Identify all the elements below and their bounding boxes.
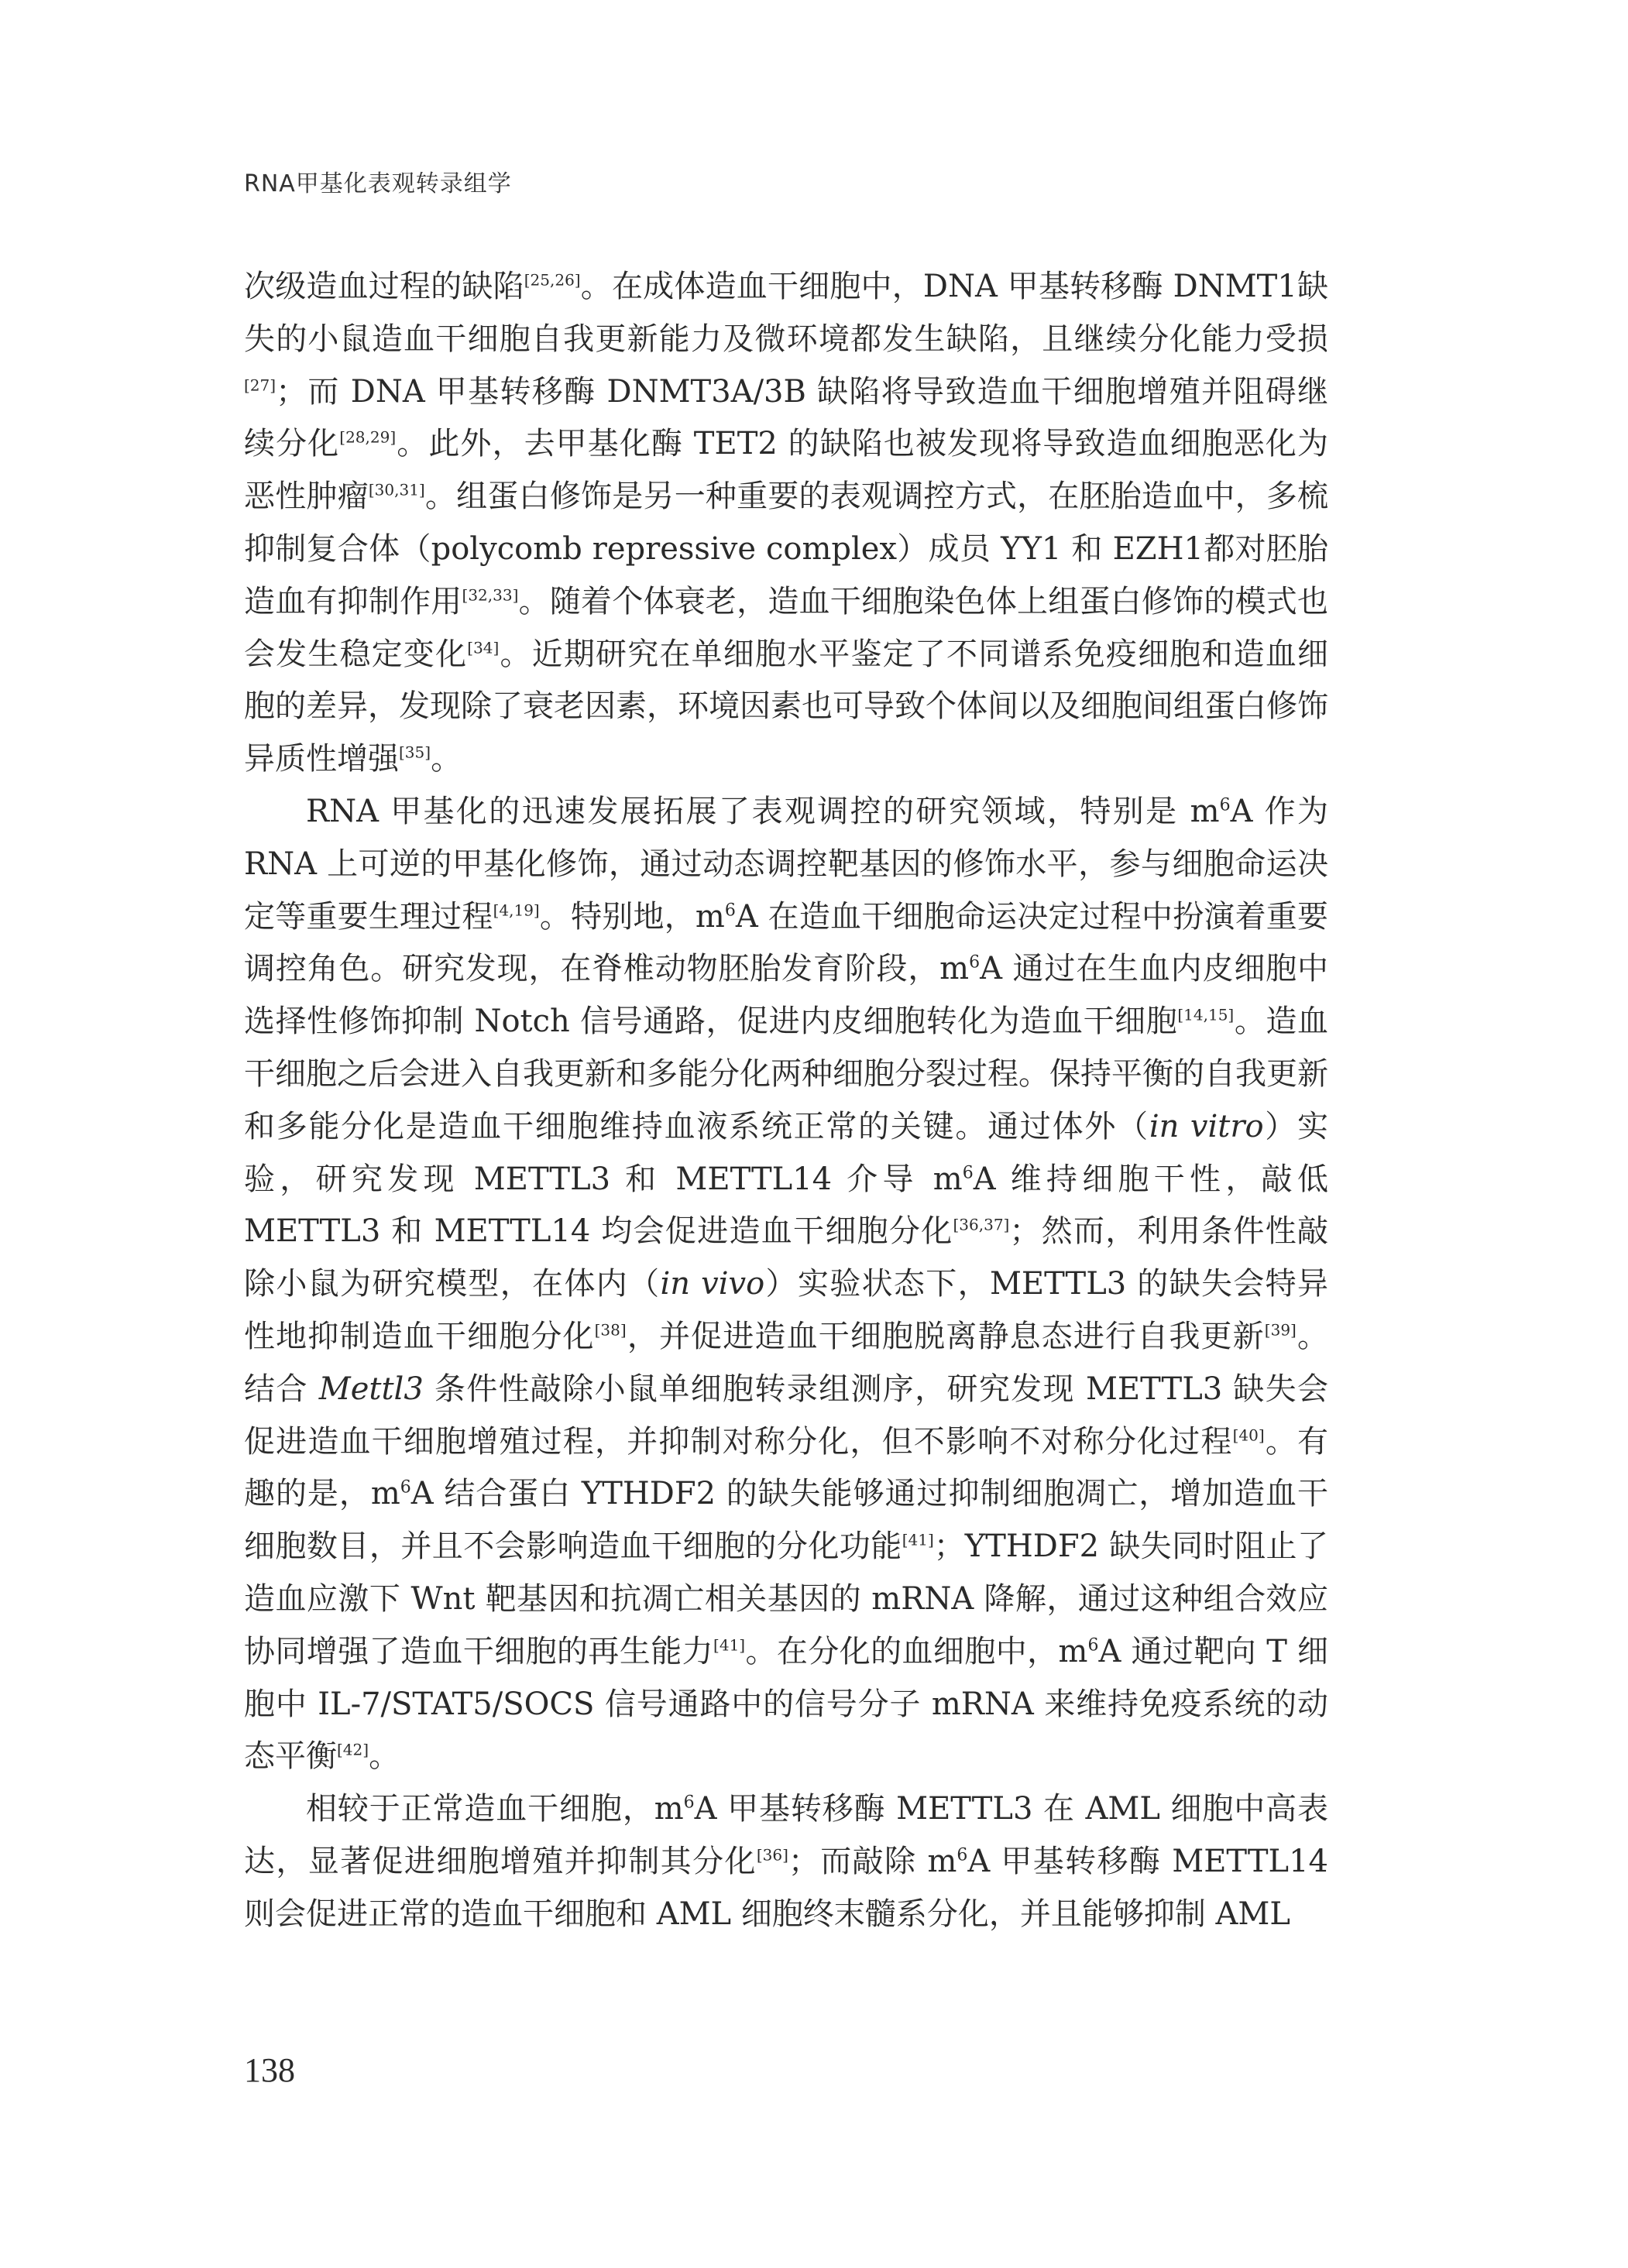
- text-run: 。近期研究在单细胞水平鉴定了不同谱系免疫细胞和造血细胞的差异，发现除了衰老因素，环境因素也可导致个体间以及细胞间组蛋白修饰异质性增强: [244, 636, 1329, 777]
- text-run: 相较于正常造血干细胞，m: [306, 1791, 684, 1827]
- citation-ref: [27]: [244, 376, 276, 395]
- citation-ref: [39]: [1264, 1320, 1297, 1340]
- running-header: RNA甲基化表观转录组学: [244, 170, 512, 197]
- superscript: 6: [683, 1793, 695, 1813]
- text-run: 。特别地，m: [539, 898, 725, 935]
- superscript: 6: [957, 1845, 968, 1865]
- italic-term: in vivo: [660, 1266, 765, 1302]
- superscript: 6: [1219, 795, 1231, 815]
- citation-ref: [35]: [399, 743, 431, 762]
- text-run: A 维持细胞干性，敲低 METTL3 和 METTL14 均会促进造血干细胞分化: [244, 1161, 1328, 1250]
- italic-term: Mettl3: [318, 1371, 424, 1407]
- text-run: 。: [431, 741, 462, 777]
- superscript: 6: [969, 953, 981, 973]
- citation-ref: [36,37]: [953, 1216, 1010, 1235]
- text-run: A 通过靶向 T 细胞中 IL-7/STAT5/SOCS 信号通路中的信号分子 mRNA 来维持免疫系统的动态平衡: [244, 1633, 1328, 1775]
- text-run: A 在造血干细胞命运决定过程中扮演着重要调控角色。研究发现，在脊椎动物胚胎发育阶段，m: [244, 898, 1328, 987]
- text-run: A 通过在生血内皮细胞中选择性修饰抑制 Notch 信号通路，促进内皮细胞转化为造血干细胞: [244, 951, 1328, 1040]
- paragraph: [244, 261, 1328, 786]
- superscript: 6: [724, 901, 736, 921]
- text-run: ；而敲除 m: [788, 1843, 957, 1879]
- citation-ref: [41]: [713, 1635, 746, 1655]
- body-text: [244, 261, 1328, 1941]
- text-run: A 甲基转移酶 METTL14则会促进正常的造血干细胞和 AML 细胞终末髓系分化，并且能够抑制 AML: [244, 1843, 1328, 1932]
- citation-ref: [25,26]: [524, 270, 581, 290]
- text-run: 。造血干细胞之后会进入自我更新和多能分化两种细胞分裂过程。保持平衡的自我更新和多能分化是造血干细胞维持血液系统正常的关键。通过体外（: [244, 1004, 1329, 1144]
- superscript: 6: [400, 1478, 411, 1498]
- text-run: ）实验状态下，METTL3 的缺失会特异性地抑制造血干细胞分化: [244, 1266, 1329, 1354]
- text-run: A 甲基转移酶 METTL3 在 AML 细胞中高表达，显著促进细胞增殖并抑制其分化: [244, 1791, 1329, 1879]
- paragraph: [244, 1783, 1328, 1940]
- text-run: 。在成体造血干细胞中，DNA 甲基转移酶 DNMT1缺失的小鼠造血干细胞自我更新能力及微环境都发生缺陷，且继续分化能力受损: [244, 269, 1328, 357]
- citation-ref: [32,33]: [462, 585, 519, 605]
- page-number: 138: [244, 2051, 295, 2089]
- text-run: ，并促进造血干细胞脱离静息态进行自我更新: [626, 1318, 1265, 1354]
- citation-ref: [34]: [467, 638, 500, 657]
- text-run: 。在分化的血细胞中，m: [745, 1633, 1088, 1669]
- text-run: 。此外，去甲基化酶 TET2 的缺陷也被发现将导致造血细胞恶化为恶性肿瘤: [244, 426, 1329, 515]
- text-run: 次级造血过程的缺陷: [244, 269, 524, 304]
- citation-ref: [42]: [337, 1740, 369, 1759]
- citation-ref: [41]: [902, 1530, 934, 1549]
- text-run: A 作为RNA 上可逆的甲基化修饰，通过动态调控靶基因的修饰水平，参与细胞命运决定等重要生理过程: [244, 793, 1328, 935]
- text-run: 。随着个体衰老，造血干细胞染色体上组蛋白修饰的模式也会发生稳定变化: [244, 583, 1329, 672]
- citation-ref: [40]: [1232, 1426, 1265, 1445]
- text-run: 。组蛋白修饰是另一种重要的表观调控方式，在胚胎造血中，多梳抑制复合体（polycomb repressive complex）成员 YY1 和 EZH1都对胚胎造血有抑制作用: [244, 479, 1329, 619]
- text-run: ；YTHDF2 缺失同时阻止了造血应激下 Wnt 靶基因和抗凋亡相关基因的 mRNA 降解，通过这种组合效应协同增强了造血干细胞的再生能力: [244, 1529, 1328, 1669]
- text-run: RNA 甲基化的迅速发展拓展了表观调控的研究领域，特别是 m: [306, 793, 1220, 829]
- citation-ref: [14,15]: [1177, 1005, 1235, 1024]
- citation-ref: [30,31]: [368, 480, 425, 499]
- text-run: 条件性敲除小鼠单细胞转录组测序，研究发现 METTL3 缺失会促进造血干细胞增殖过程，并抑制对称分化，但不影响不对称分化过程: [244, 1371, 1329, 1460]
- citation-ref: [4,19]: [493, 901, 540, 920]
- paragraph: [244, 786, 1328, 1783]
- superscript: 6: [1087, 1635, 1099, 1656]
- citation-ref: [38]: [594, 1320, 627, 1340]
- superscript: 6: [962, 1163, 974, 1183]
- text-run: ；然而，利用条件性敲除小鼠为研究模型，在体内（: [244, 1213, 1328, 1302]
- text-run: ；而 DNA 甲基转移酶 DNMT3A/3B 缺陷将导致造血干细胞增殖并阻碍继续分化: [244, 373, 1328, 462]
- citation-ref: [36]: [756, 1845, 788, 1865]
- text-run: 。有趣的是，m: [244, 1423, 1329, 1512]
- text-run: 。: [369, 1738, 400, 1775]
- citation-ref: [28,29]: [339, 428, 397, 448]
- text-run: A 结合蛋白 YTHDF2 的缺失能够通过抑制细胞凋亡，增加造血干细胞数目，并且不会影响造血干细胞的分化功能: [244, 1476, 1328, 1565]
- italic-term: in vitro: [1149, 1108, 1264, 1144]
- text-run: 。结合: [244, 1318, 1329, 1407]
- text-run: ）实验，研究发现 METTL3 和 METTL14 介导 m: [244, 1108, 1329, 1197]
